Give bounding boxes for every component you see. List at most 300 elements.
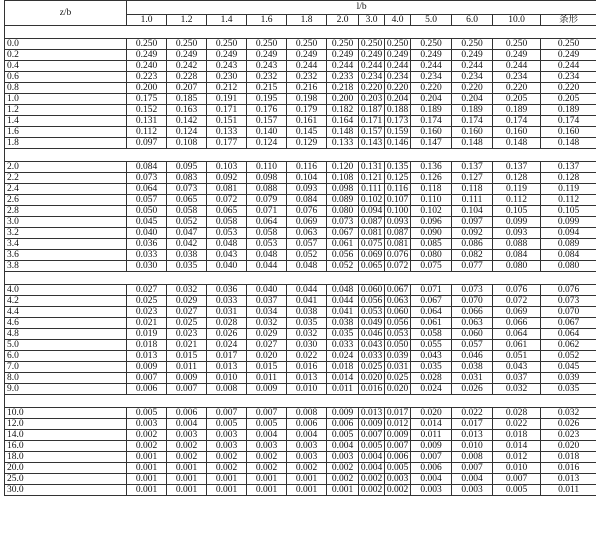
depth-ratio-cell: 1.2 xyxy=(5,105,127,116)
depth-ratio-cell: 1.6 xyxy=(5,127,127,138)
table-row xyxy=(5,173,597,184)
coefficient-cell: 0.017 xyxy=(385,408,411,419)
coefficient-cell: 0.036 xyxy=(127,239,167,250)
coefficient-cell: 0.220 xyxy=(493,83,541,94)
coefficient-cell: 0.075 xyxy=(411,261,452,272)
coefficient-cell: 0.205 xyxy=(493,94,541,105)
coefficient-cell: 0.084 xyxy=(287,195,327,206)
coefficient-cell: 0.050 xyxy=(127,206,167,217)
coefficient-cell: 0.077 xyxy=(452,261,493,272)
coefficient-cell: 0.029 xyxy=(247,329,287,340)
coefficient-cell: 0.084 xyxy=(493,250,541,261)
coefficient-cell: 0.102 xyxy=(359,195,385,206)
coefficient-cell: 0.067 xyxy=(411,296,452,307)
coefficient-cell: 0.205 xyxy=(541,94,597,105)
coefficient-cell: 0.013 xyxy=(207,362,247,373)
coefficient-cell: 0.076 xyxy=(541,285,597,296)
coefficient-cell: 0.057 xyxy=(127,195,167,206)
coefficient-cell: 0.035 xyxy=(167,261,207,272)
coefficient-cell: 0.076 xyxy=(493,285,541,296)
coefficient-cell: 0.161 xyxy=(287,116,327,127)
coefficient-cell: 0.024 xyxy=(327,351,359,362)
coefficient-cell: 0.249 xyxy=(167,50,207,61)
coefficient-cell: 0.140 xyxy=(247,127,287,138)
coefficient-cell: 0.057 xyxy=(287,239,327,250)
coefficient-cell: 0.058 xyxy=(167,206,207,217)
depth-ratio-cell: 14.0 xyxy=(5,430,127,441)
coefficient-cell: 0.097 xyxy=(452,217,493,228)
coefficient-cell: 0.049 xyxy=(359,318,385,329)
coefficient-cell: 0.110 xyxy=(411,195,452,206)
coefficient-cell: 0.040 xyxy=(127,228,167,239)
coefficient-cell: 0.125 xyxy=(385,173,411,184)
coefficient-cell: 0.173 xyxy=(385,116,411,127)
depth-ratio-cell: 1.0 xyxy=(5,94,127,105)
coefficient-cell: 0.024 xyxy=(411,384,452,395)
coefficient-cell: 0.058 xyxy=(207,217,247,228)
table-row xyxy=(5,452,597,463)
coefficient-cell: 0.092 xyxy=(207,173,247,184)
coefficient-cell: 0.116 xyxy=(287,162,327,173)
coefficient-cell: 0.061 xyxy=(493,340,541,351)
column-header: 10.0 xyxy=(493,15,541,26)
depth-ratio-cell: 2.8 xyxy=(5,206,127,217)
coefficient-cell: 0.148 xyxy=(541,138,597,149)
table-row xyxy=(5,239,597,250)
coefficient-cell: 0.124 xyxy=(247,138,287,149)
depth-ratio-cell: 7.0 xyxy=(5,362,127,373)
table-row xyxy=(5,373,597,384)
coefficient-cell: 0.128 xyxy=(541,173,597,184)
coefficient-cell: 0.137 xyxy=(452,162,493,173)
coefficient-cell: 0.097 xyxy=(127,138,167,149)
coefficient-cell: 0.159 xyxy=(385,127,411,138)
coefficient-cell: 0.064 xyxy=(411,307,452,318)
coefficient-cell: 0.215 xyxy=(247,83,287,94)
column-header: 5.0 xyxy=(411,15,452,26)
coefficient-cell: 0.013 xyxy=(127,351,167,362)
coefficient-cell: 0.002 xyxy=(327,463,359,474)
coefficient-cell: 0.052 xyxy=(541,351,597,362)
coefficient-cell: 0.095 xyxy=(167,162,207,173)
coefficient-cell: 0.182 xyxy=(327,105,359,116)
coefficient-cell: 0.212 xyxy=(207,83,247,94)
coefficient-cell: 0.004 xyxy=(287,430,327,441)
coefficient-cell: 0.005 xyxy=(247,419,287,430)
coefficient-cell: 0.028 xyxy=(493,408,541,419)
coefficient-cell: 0.022 xyxy=(493,419,541,430)
group-header: l/b xyxy=(127,1,597,15)
depth-ratio-cell: 4.0 xyxy=(5,285,127,296)
coefficient-cell: 0.157 xyxy=(247,116,287,127)
coefficient-cell: 0.110 xyxy=(247,162,287,173)
column-header: 2.0 xyxy=(327,15,359,26)
coefficient-cell: 0.119 xyxy=(541,184,597,195)
coefficient-cell: 0.174 xyxy=(493,116,541,127)
coefficient-cell: 0.249 xyxy=(452,50,493,61)
coefficient-cell: 0.056 xyxy=(327,250,359,261)
coefficient-cell: 0.121 xyxy=(359,173,385,184)
column-header: 条形 xyxy=(541,15,597,26)
table-row xyxy=(5,261,597,272)
table-row xyxy=(5,351,597,362)
depth-ratio-cell: 0.8 xyxy=(5,83,127,94)
coefficient-cell: 0.058 xyxy=(411,329,452,340)
coefficient-cell: 0.001 xyxy=(287,474,327,485)
table-row xyxy=(5,105,597,116)
coefficient-cell: 0.008 xyxy=(452,452,493,463)
coefficient-cell: 0.100 xyxy=(385,206,411,217)
coefficient-cell: 0.002 xyxy=(327,474,359,485)
coefficient-cell: 0.002 xyxy=(359,474,385,485)
table-row xyxy=(5,127,597,138)
coefficient-cell: 0.041 xyxy=(327,307,359,318)
coefficient-cell: 0.234 xyxy=(359,72,385,83)
coefficient-cell: 0.019 xyxy=(127,329,167,340)
coefficient-cell: 0.011 xyxy=(411,430,452,441)
coefficient-cell: 0.037 xyxy=(247,296,287,307)
coefficient-cell: 0.029 xyxy=(167,296,207,307)
coefficient-cell: 0.240 xyxy=(127,61,167,72)
coefficient-cell: 0.006 xyxy=(287,419,327,430)
coefficient-cell: 0.002 xyxy=(167,441,207,452)
coefficient-cell: 0.025 xyxy=(127,296,167,307)
coefficient-cell: 0.003 xyxy=(207,441,247,452)
coefficient-cell: 0.013 xyxy=(287,373,327,384)
coefficient-cell: 0.022 xyxy=(452,408,493,419)
coefficient-cell: 0.001 xyxy=(167,485,207,496)
coefficient-table xyxy=(4,0,596,496)
coefficient-cell: 0.043 xyxy=(359,340,385,351)
depth-ratio-cell: 16.0 xyxy=(5,441,127,452)
coefficient-cell: 0.048 xyxy=(327,285,359,296)
coefficient-cell: 0.081 xyxy=(359,228,385,239)
coefficient-cell: 0.179 xyxy=(287,105,327,116)
coefficient-cell: 0.129 xyxy=(287,138,327,149)
coefficient-cell: 0.065 xyxy=(207,206,247,217)
coefficient-cell: 0.081 xyxy=(385,239,411,250)
coefficient-cell: 0.234 xyxy=(411,72,452,83)
coefficient-cell: 0.111 xyxy=(452,195,493,206)
coefficient-cell: 0.234 xyxy=(541,72,597,83)
depth-ratio-cell: 3.0 xyxy=(5,217,127,228)
coefficient-cell: 0.001 xyxy=(327,485,359,496)
coefficient-cell: 0.004 xyxy=(359,463,385,474)
column-header: 6.0 xyxy=(452,15,493,26)
coefficient-cell: 0.067 xyxy=(327,228,359,239)
table-row xyxy=(5,296,597,307)
depth-ratio-cell: 3.2 xyxy=(5,228,127,239)
coefficient-cell: 0.228 xyxy=(167,72,207,83)
table-row xyxy=(5,474,597,485)
coefficient-cell: 0.107 xyxy=(385,195,411,206)
coefficient-cell: 0.043 xyxy=(493,362,541,373)
coefficient-cell: 0.220 xyxy=(411,83,452,94)
table-row xyxy=(5,72,597,83)
coefficient-cell: 0.053 xyxy=(359,307,385,318)
coefficient-cell: 0.010 xyxy=(287,384,327,395)
column-header: 4.0 xyxy=(385,15,411,26)
coefficient-cell: 0.038 xyxy=(452,362,493,373)
coefficient-cell: 0.064 xyxy=(493,329,541,340)
coefficient-cell: 0.064 xyxy=(541,329,597,340)
coefficient-cell: 0.004 xyxy=(452,474,493,485)
coefficient-cell: 0.007 xyxy=(247,408,287,419)
coefficient-cell: 0.003 xyxy=(287,441,327,452)
column-header: 1.6 xyxy=(247,15,287,26)
coefficient-cell: 0.250 xyxy=(411,39,452,50)
coefficient-cell: 0.021 xyxy=(167,340,207,351)
coefficient-cell: 0.016 xyxy=(287,362,327,373)
coefficient-cell: 0.009 xyxy=(167,373,207,384)
coefficient-cell: 0.001 xyxy=(247,485,287,496)
coefficient-cell: 0.250 xyxy=(247,39,287,50)
coefficient-cell: 0.006 xyxy=(127,384,167,395)
coefficient-cell: 0.099 xyxy=(541,217,597,228)
coefficient-cell: 0.001 xyxy=(167,463,207,474)
table-row xyxy=(5,184,597,195)
coefficient-cell: 0.105 xyxy=(493,206,541,217)
coefficient-cell: 0.080 xyxy=(411,250,452,261)
column-header: 1.4 xyxy=(207,15,247,26)
coefficient-cell: 0.243 xyxy=(207,61,247,72)
coefficient-cell: 0.001 xyxy=(287,485,327,496)
coefficient-cell: 0.025 xyxy=(385,373,411,384)
coefficient-cell: 0.035 xyxy=(327,329,359,340)
coefficient-cell: 0.038 xyxy=(167,250,207,261)
spacer-cell xyxy=(5,149,597,162)
coefficient-cell: 0.218 xyxy=(327,83,359,94)
coefficient-cell: 0.067 xyxy=(385,285,411,296)
coefficient-cell: 0.015 xyxy=(247,362,287,373)
coefficient-cell: 0.026 xyxy=(541,419,597,430)
coefficient-cell: 0.028 xyxy=(411,373,452,384)
coefficient-cell: 0.234 xyxy=(452,72,493,83)
coefficient-cell: 0.046 xyxy=(452,351,493,362)
depth-ratio-cell: 2.2 xyxy=(5,173,127,184)
depth-ratio-cell: 0.2 xyxy=(5,50,127,61)
depth-ratio-cell: 0.0 xyxy=(5,39,127,50)
coefficient-cell: 0.037 xyxy=(493,373,541,384)
group-spacer-row xyxy=(5,149,597,162)
table-row xyxy=(5,250,597,261)
coefficient-cell: 0.003 xyxy=(167,430,207,441)
depth-ratio-cell: 0.4 xyxy=(5,61,127,72)
table-row xyxy=(5,408,597,419)
coefficient-cell: 0.035 xyxy=(287,318,327,329)
coefficient-cell: 0.014 xyxy=(327,373,359,384)
coefficient-cell: 0.039 xyxy=(541,373,597,384)
coefficient-cell: 0.079 xyxy=(247,195,287,206)
coefficient-cell: 0.072 xyxy=(207,195,247,206)
coefficient-cell: 0.073 xyxy=(452,285,493,296)
coefficient-cell: 0.163 xyxy=(167,105,207,116)
coefficient-cell: 0.009 xyxy=(359,419,385,430)
table-row xyxy=(5,463,597,474)
coefficient-cell: 0.148 xyxy=(327,127,359,138)
coefficient-cell: 0.093 xyxy=(287,184,327,195)
coefficient-cell: 0.002 xyxy=(359,485,385,496)
table-row xyxy=(5,61,597,72)
depth-ratio-cell: 4.2 xyxy=(5,296,127,307)
coefficient-cell: 0.053 xyxy=(207,228,247,239)
coefficient-cell: 0.032 xyxy=(287,329,327,340)
coefficient-cell: 0.007 xyxy=(452,463,493,474)
coefficient-cell: 0.094 xyxy=(541,228,597,239)
coefficient-cell: 0.005 xyxy=(327,430,359,441)
spacer-cell xyxy=(5,26,597,39)
coefficient-cell: 0.053 xyxy=(385,329,411,340)
group-spacer-row xyxy=(5,26,597,39)
coefficient-cell: 0.002 xyxy=(167,452,207,463)
coefficient-cell: 0.006 xyxy=(167,408,207,419)
coefficient-cell: 0.164 xyxy=(327,116,359,127)
coefficient-cell: 0.051 xyxy=(493,351,541,362)
coefficient-cell: 0.063 xyxy=(452,318,493,329)
coefficient-cell: 0.105 xyxy=(541,206,597,217)
coefficient-cell: 0.007 xyxy=(167,384,207,395)
coefficient-cell: 0.009 xyxy=(247,384,287,395)
coefficient-cell: 0.112 xyxy=(127,127,167,138)
coefficient-cell: 0.030 xyxy=(287,340,327,351)
coefficient-cell: 0.031 xyxy=(385,362,411,373)
coefficient-cell: 0.088 xyxy=(493,239,541,250)
coefficient-cell: 0.171 xyxy=(359,116,385,127)
coefficient-cell: 0.046 xyxy=(359,329,385,340)
coefficient-cell: 0.056 xyxy=(385,318,411,329)
coefficient-cell: 0.232 xyxy=(287,72,327,83)
table-row xyxy=(5,329,597,340)
coefficient-cell: 0.118 xyxy=(411,184,452,195)
coefficient-cell: 0.052 xyxy=(167,217,207,228)
coefficient-cell: 0.062 xyxy=(541,340,597,351)
coefficient-cell: 0.243 xyxy=(247,61,287,72)
coefficient-cell: 0.124 xyxy=(167,127,207,138)
coefficient-cell: 0.171 xyxy=(207,105,247,116)
table-row xyxy=(5,419,597,430)
coefficient-cell: 0.234 xyxy=(385,72,411,83)
coefficient-cell: 0.160 xyxy=(452,127,493,138)
coefficient-cell: 0.022 xyxy=(287,351,327,362)
coefficient-cell: 0.160 xyxy=(541,127,597,138)
coefficient-cell: 0.048 xyxy=(207,239,247,250)
coefficient-cell: 0.249 xyxy=(411,50,452,61)
coefficient-cell: 0.020 xyxy=(385,384,411,395)
coefficient-cell: 0.145 xyxy=(287,127,327,138)
coefficient-cell: 0.250 xyxy=(167,39,207,50)
coefficient-cell: 0.131 xyxy=(359,162,385,173)
coefficient-cell: 0.006 xyxy=(385,452,411,463)
coefficient-cell: 0.098 xyxy=(327,184,359,195)
coefficient-cell: 0.016 xyxy=(541,463,597,474)
coefficient-cell: 0.073 xyxy=(127,173,167,184)
coefficient-cell: 0.080 xyxy=(493,261,541,272)
coefficient-cell: 0.250 xyxy=(287,39,327,50)
coefficient-cell: 0.086 xyxy=(452,239,493,250)
coefficient-cell: 0.137 xyxy=(493,162,541,173)
coefficient-cell: 0.249 xyxy=(127,50,167,61)
coefficient-cell: 0.061 xyxy=(327,239,359,250)
coefficient-cell: 0.009 xyxy=(327,408,359,419)
coefficient-cell: 0.043 xyxy=(411,351,452,362)
depth-ratio-cell: 12.0 xyxy=(5,419,127,430)
coefficient-cell: 0.014 xyxy=(493,441,541,452)
coefficient-cell: 0.004 xyxy=(411,474,452,485)
coefficient-cell: 0.032 xyxy=(167,285,207,296)
table-row xyxy=(5,340,597,351)
coefficient-cell: 0.104 xyxy=(287,173,327,184)
coefficient-cell: 0.191 xyxy=(207,94,247,105)
coefficient-cell: 0.207 xyxy=(167,83,207,94)
coefficient-cell: 0.053 xyxy=(247,239,287,250)
coefficient-cell: 0.052 xyxy=(327,261,359,272)
coefficient-cell: 0.063 xyxy=(385,296,411,307)
coefficient-cell: 0.220 xyxy=(359,83,385,94)
coefficient-cell: 0.066 xyxy=(452,307,493,318)
coefficient-cell: 0.250 xyxy=(359,39,385,50)
coefficient-cell: 0.127 xyxy=(452,173,493,184)
coefficient-cell: 0.003 xyxy=(452,485,493,496)
coefficient-cell: 0.013 xyxy=(541,474,597,485)
coefficient-cell: 0.003 xyxy=(287,452,327,463)
column-header: 1.0 xyxy=(127,15,167,26)
coefficient-cell: 0.146 xyxy=(385,138,411,149)
coefficient-cell: 0.005 xyxy=(127,408,167,419)
coefficient-cell: 0.058 xyxy=(247,228,287,239)
coefficient-cell: 0.069 xyxy=(493,307,541,318)
coefficient-cell: 0.066 xyxy=(493,318,541,329)
coefficient-cell: 0.013 xyxy=(452,430,493,441)
coefficient-cell: 0.242 xyxy=(167,61,207,72)
depth-ratio-cell: 0.6 xyxy=(5,72,127,83)
coefficient-cell: 0.033 xyxy=(127,250,167,261)
coefficient-cell: 0.020 xyxy=(247,351,287,362)
depth-ratio-cell: 4.8 xyxy=(5,329,127,340)
depth-ratio-cell: 4.4 xyxy=(5,307,127,318)
coefficient-cell: 0.002 xyxy=(385,485,411,496)
coefficient-cell: 0.093 xyxy=(385,217,411,228)
table-row xyxy=(5,206,597,217)
coefficient-cell: 0.249 xyxy=(493,50,541,61)
table-row xyxy=(5,39,597,50)
coefficient-cell: 0.010 xyxy=(207,373,247,384)
coefficient-cell: 0.108 xyxy=(167,138,207,149)
coefficient-cell: 0.176 xyxy=(247,105,287,116)
coefficient-cell: 0.119 xyxy=(493,184,541,195)
coefficient-cell: 0.020 xyxy=(541,441,597,452)
coefficient-cell: 0.026 xyxy=(207,329,247,340)
column-header: 1.2 xyxy=(167,15,207,26)
coefficient-cell: 0.067 xyxy=(541,318,597,329)
coefficient-cell: 0.023 xyxy=(127,307,167,318)
coefficient-cell: 0.070 xyxy=(452,296,493,307)
coefficient-cell: 0.006 xyxy=(327,419,359,430)
coefficient-cell: 0.174 xyxy=(541,116,597,127)
table-row xyxy=(5,485,597,496)
coefficient-cell: 0.244 xyxy=(385,61,411,72)
coefficient-cell: 0.142 xyxy=(167,116,207,127)
coefficient-cell: 0.036 xyxy=(207,285,247,296)
coefficient-cell: 0.070 xyxy=(541,307,597,318)
coefficient-cell: 0.021 xyxy=(127,318,167,329)
coefficient-cell: 0.244 xyxy=(452,61,493,72)
coefficient-cell: 0.160 xyxy=(493,127,541,138)
coefficient-cell: 0.005 xyxy=(385,463,411,474)
coefficient-cell: 0.093 xyxy=(493,228,541,239)
coefficient-cell: 0.004 xyxy=(247,430,287,441)
coefficient-cell: 0.076 xyxy=(287,206,327,217)
coefficient-cell: 0.013 xyxy=(359,408,385,419)
